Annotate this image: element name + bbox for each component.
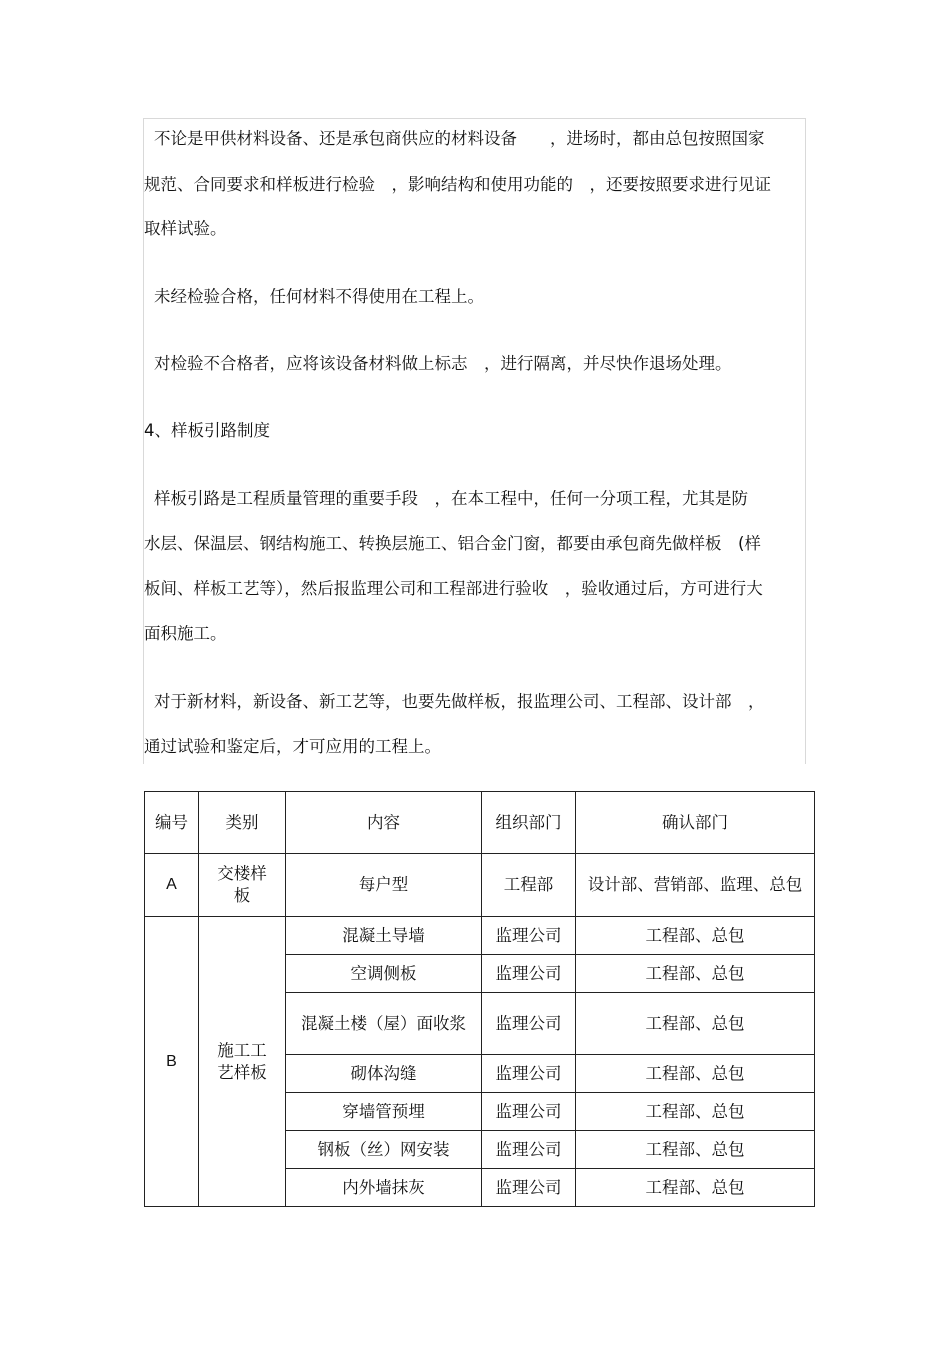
row-b7-content: 内外墙抹灰: [286, 1169, 482, 1207]
header-category: 类别: [199, 792, 286, 854]
row-b1-org: 监理公司: [482, 917, 576, 955]
table-row: [145, 917, 815, 955]
paragraph-4-line-1: 样板引路是工程质量管理的重要手段 ，在本工程中，任何一分项工程，尤其是防: [154, 489, 748, 508]
row-b1-content: 混凝土导墙: [286, 917, 482, 955]
row-b3-content: 混凝土楼（屋）面收浆: [286, 993, 482, 1055]
row-b6-content: 钢板（丝）网安装: [286, 1131, 482, 1169]
row-b5-confirm: 工程部、总包: [576, 1093, 815, 1131]
text-content-block: [143, 118, 806, 764]
paragraph-1-line-3: 取样试验。: [144, 219, 227, 238]
table-header-row: [145, 792, 815, 854]
paragraph-1-line-1: 不论是甲供材料设备、还是承包商供应的材料设备 ，进场时，都由总包按照国家: [154, 129, 765, 148]
paragraph-5-line-1: 对于新材料，新设备、新工艺等，也要先做样板，报监理公司、工程部、设计部 ，: [154, 692, 765, 711]
header-content: 内容: [286, 792, 482, 854]
paragraph-2: 未经检验合格，任何材料不得使用在工程上。: [154, 287, 484, 306]
row-b3-confirm: 工程部、总包: [576, 993, 815, 1055]
row-a-confirm: 设计部、营销部、监理、总包: [576, 854, 815, 917]
row-b4-confirm: 工程部、总包: [576, 1055, 815, 1093]
header-no: 编号: [145, 792, 199, 854]
paragraph-1-line-2: 规范、合同要求和样板进行检验 ，影响结构和使用功能的 ，还要按照要求进行见证: [144, 175, 771, 194]
paragraph-4-line-3: 板间、样板工艺等），然后报监理公司和工程部进行验收 ，验收通过后，方可进行大: [144, 579, 763, 598]
row-b7-org: 监理公司: [482, 1169, 576, 1207]
group-b-category: 施工工艺样板: [199, 917, 286, 1207]
row-b6-org: 监理公司: [482, 1131, 576, 1169]
row-b2-org: 监理公司: [482, 955, 576, 993]
table-row: [145, 854, 815, 917]
header-confirm: 确认部门: [576, 792, 815, 854]
paragraph-4-line-4: 面积施工。: [144, 624, 227, 643]
paragraph-5-line-2: 通过试验和鉴定后，才可应用的工程上。: [144, 737, 441, 756]
row-b1-confirm: 工程部、总包: [576, 917, 815, 955]
row-b6-confirm: 工程部、总包: [576, 1131, 815, 1169]
row-b7-confirm: 工程部、总包: [576, 1169, 815, 1207]
row-b4-org: 监理公司: [482, 1055, 576, 1093]
section-heading: 4、样板引路制度: [144, 421, 270, 440]
row-a-category: 交楼样板: [199, 854, 286, 917]
group-b-no: B: [145, 917, 199, 1207]
row-a-org: 工程部: [482, 854, 576, 917]
row-b5-org: 监理公司: [482, 1093, 576, 1131]
row-b2-content: 空调侧板: [286, 955, 482, 993]
row-b2-confirm: 工程部、总包: [576, 955, 815, 993]
sample-guidance-table: [144, 791, 815, 1207]
row-b3-org: 监理公司: [482, 993, 576, 1055]
row-b4-content: 砌体沟缝: [286, 1055, 482, 1093]
paragraph-3: 对检验不合格者，应将该设备材料做上标志 ，进行隔离，并尽快作退场处理。: [154, 354, 732, 373]
row-a-no: A: [145, 854, 199, 917]
header-org: 组织部门: [482, 792, 576, 854]
row-b5-content: 穿墙管预埋: [286, 1093, 482, 1131]
row-a-content: 每户型: [286, 854, 482, 917]
paragraph-4-line-2: 水层、保温层、钢结构施工、转换层施工、铝合金门窗，都要由承包商先做样板 (样: [144, 534, 761, 553]
